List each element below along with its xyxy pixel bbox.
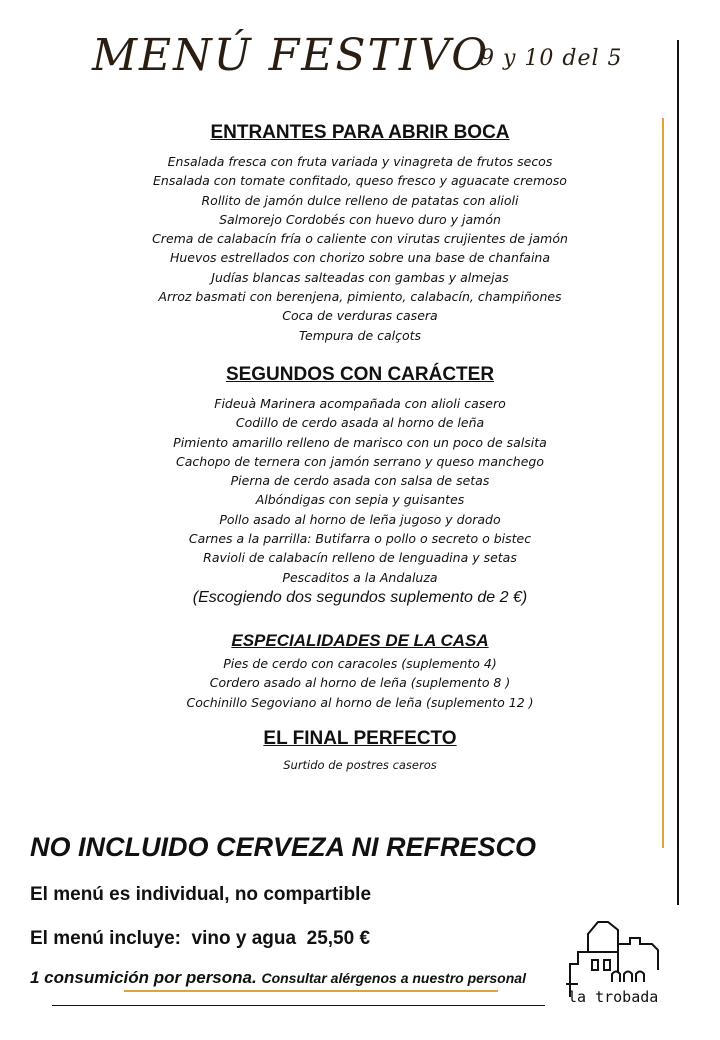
list-item: Ensalada fresca con fruta variada y vinagreta de frutos secos [167, 154, 553, 169]
list-item: Ravioli de calabacín relleno de lenguadina y setas [203, 550, 517, 566]
list-especialidades [0, 654, 720, 712]
list-item: Arroz basmati con berenjena, pimiento, calabacín, champiñones [158, 289, 562, 305]
supplement-note: (Escogiendo dos segundos suplemento de 2 €) [192, 588, 528, 606]
section-title-segundos: SEGUNDOS CON CARÁCTER [225, 364, 495, 385]
list-item: Carnes a la parrilla: Butifarra o pollo o secreto o bistec [188, 531, 532, 547]
list-item: Pierna de cerdo asada con salsa de setas [230, 473, 490, 489]
not-included-notice: NO INCLUIDO CERVEZA NI REFRESCO [30, 832, 537, 862]
section-especialidades [0, 631, 720, 712]
consumption-notice [30, 968, 526, 988]
logo-text: la trobada [568, 988, 659, 1006]
list-item: Cachopo de ternera con jamón serrano y queso manchego [176, 453, 544, 469]
section-title-especialidades: ESPECIALIDADES DE LA CASA [231, 631, 489, 650]
list-item: Salmorejo Cordobés con huevo duro y jamón [219, 211, 501, 227]
section-final [0, 728, 720, 774]
list-final [0, 756, 720, 774]
list-item: Rollito de jamón dulce relleno de patatas con alioli [201, 192, 519, 208]
section-segundos [0, 364, 720, 607]
section-title-final: EL FINAL PERFECTO [263, 728, 457, 749]
list-item: Pies de cerdo con caracoles (suplemento 4) [223, 656, 497, 671]
list-item: Huevos estrellados con chorizo sobre una base de chanfaina [169, 250, 551, 266]
menu-title: MENÚ FESTIVO [92, 30, 490, 81]
allergens-text: Consultar alérgenos a nuestro personal [261, 970, 526, 986]
list-item: Cordero asado al horno de leña (suplemento 8 ) [209, 675, 511, 691]
list-item: Tempura de calçots [298, 327, 422, 343]
list-item: Fideuà Marinera acompañada con alioli casero [214, 396, 506, 411]
list-entrantes [0, 152, 720, 345]
list-item: Pescaditos a la Andaluza [282, 569, 438, 585]
menu-price: El menú incluye: vino y agua 25,50 € [30, 928, 371, 949]
list-segundos [0, 394, 720, 587]
list-item: Surtido de postres caseros [283, 758, 437, 772]
list-item: Pollo asado al horno de leña jugoso y dorado [219, 511, 501, 527]
list-item: Pimiento amarillo relleno de marisco con un poco de salsita [173, 434, 547, 450]
underline-black [52, 1005, 545, 1006]
section-title-entrantes: ENTRANTES PARA ABRIR BOCA [210, 122, 510, 143]
menu-date: 9 y 10 del 5 [480, 46, 623, 71]
list-item: Albóndigas con sepia y guisantes [255, 492, 465, 508]
list-item: Ensalada con tomate confitado, queso fresco y aguacate cremoso [153, 173, 567, 189]
section-entrantes [0, 122, 720, 345]
list-item: Crema de calabacín fría o caliente con virutas crujientes de jamón [152, 231, 568, 247]
list-item: Judías blancas salteadas con gambas y almejas [211, 269, 509, 285]
consumption-text: 1 consumición por persona. [30, 968, 257, 987]
individual-menu-notice: El menú es individual, no compartible [30, 884, 372, 905]
underline-orange [124, 990, 498, 992]
list-item: Codillo de cerdo asada al horno de leña [235, 415, 485, 431]
list-item: Coca de verduras casera [282, 308, 438, 324]
list-item: Cochinillo Segoviano al horno de leña (suplemento 12 ) [186, 694, 534, 710]
